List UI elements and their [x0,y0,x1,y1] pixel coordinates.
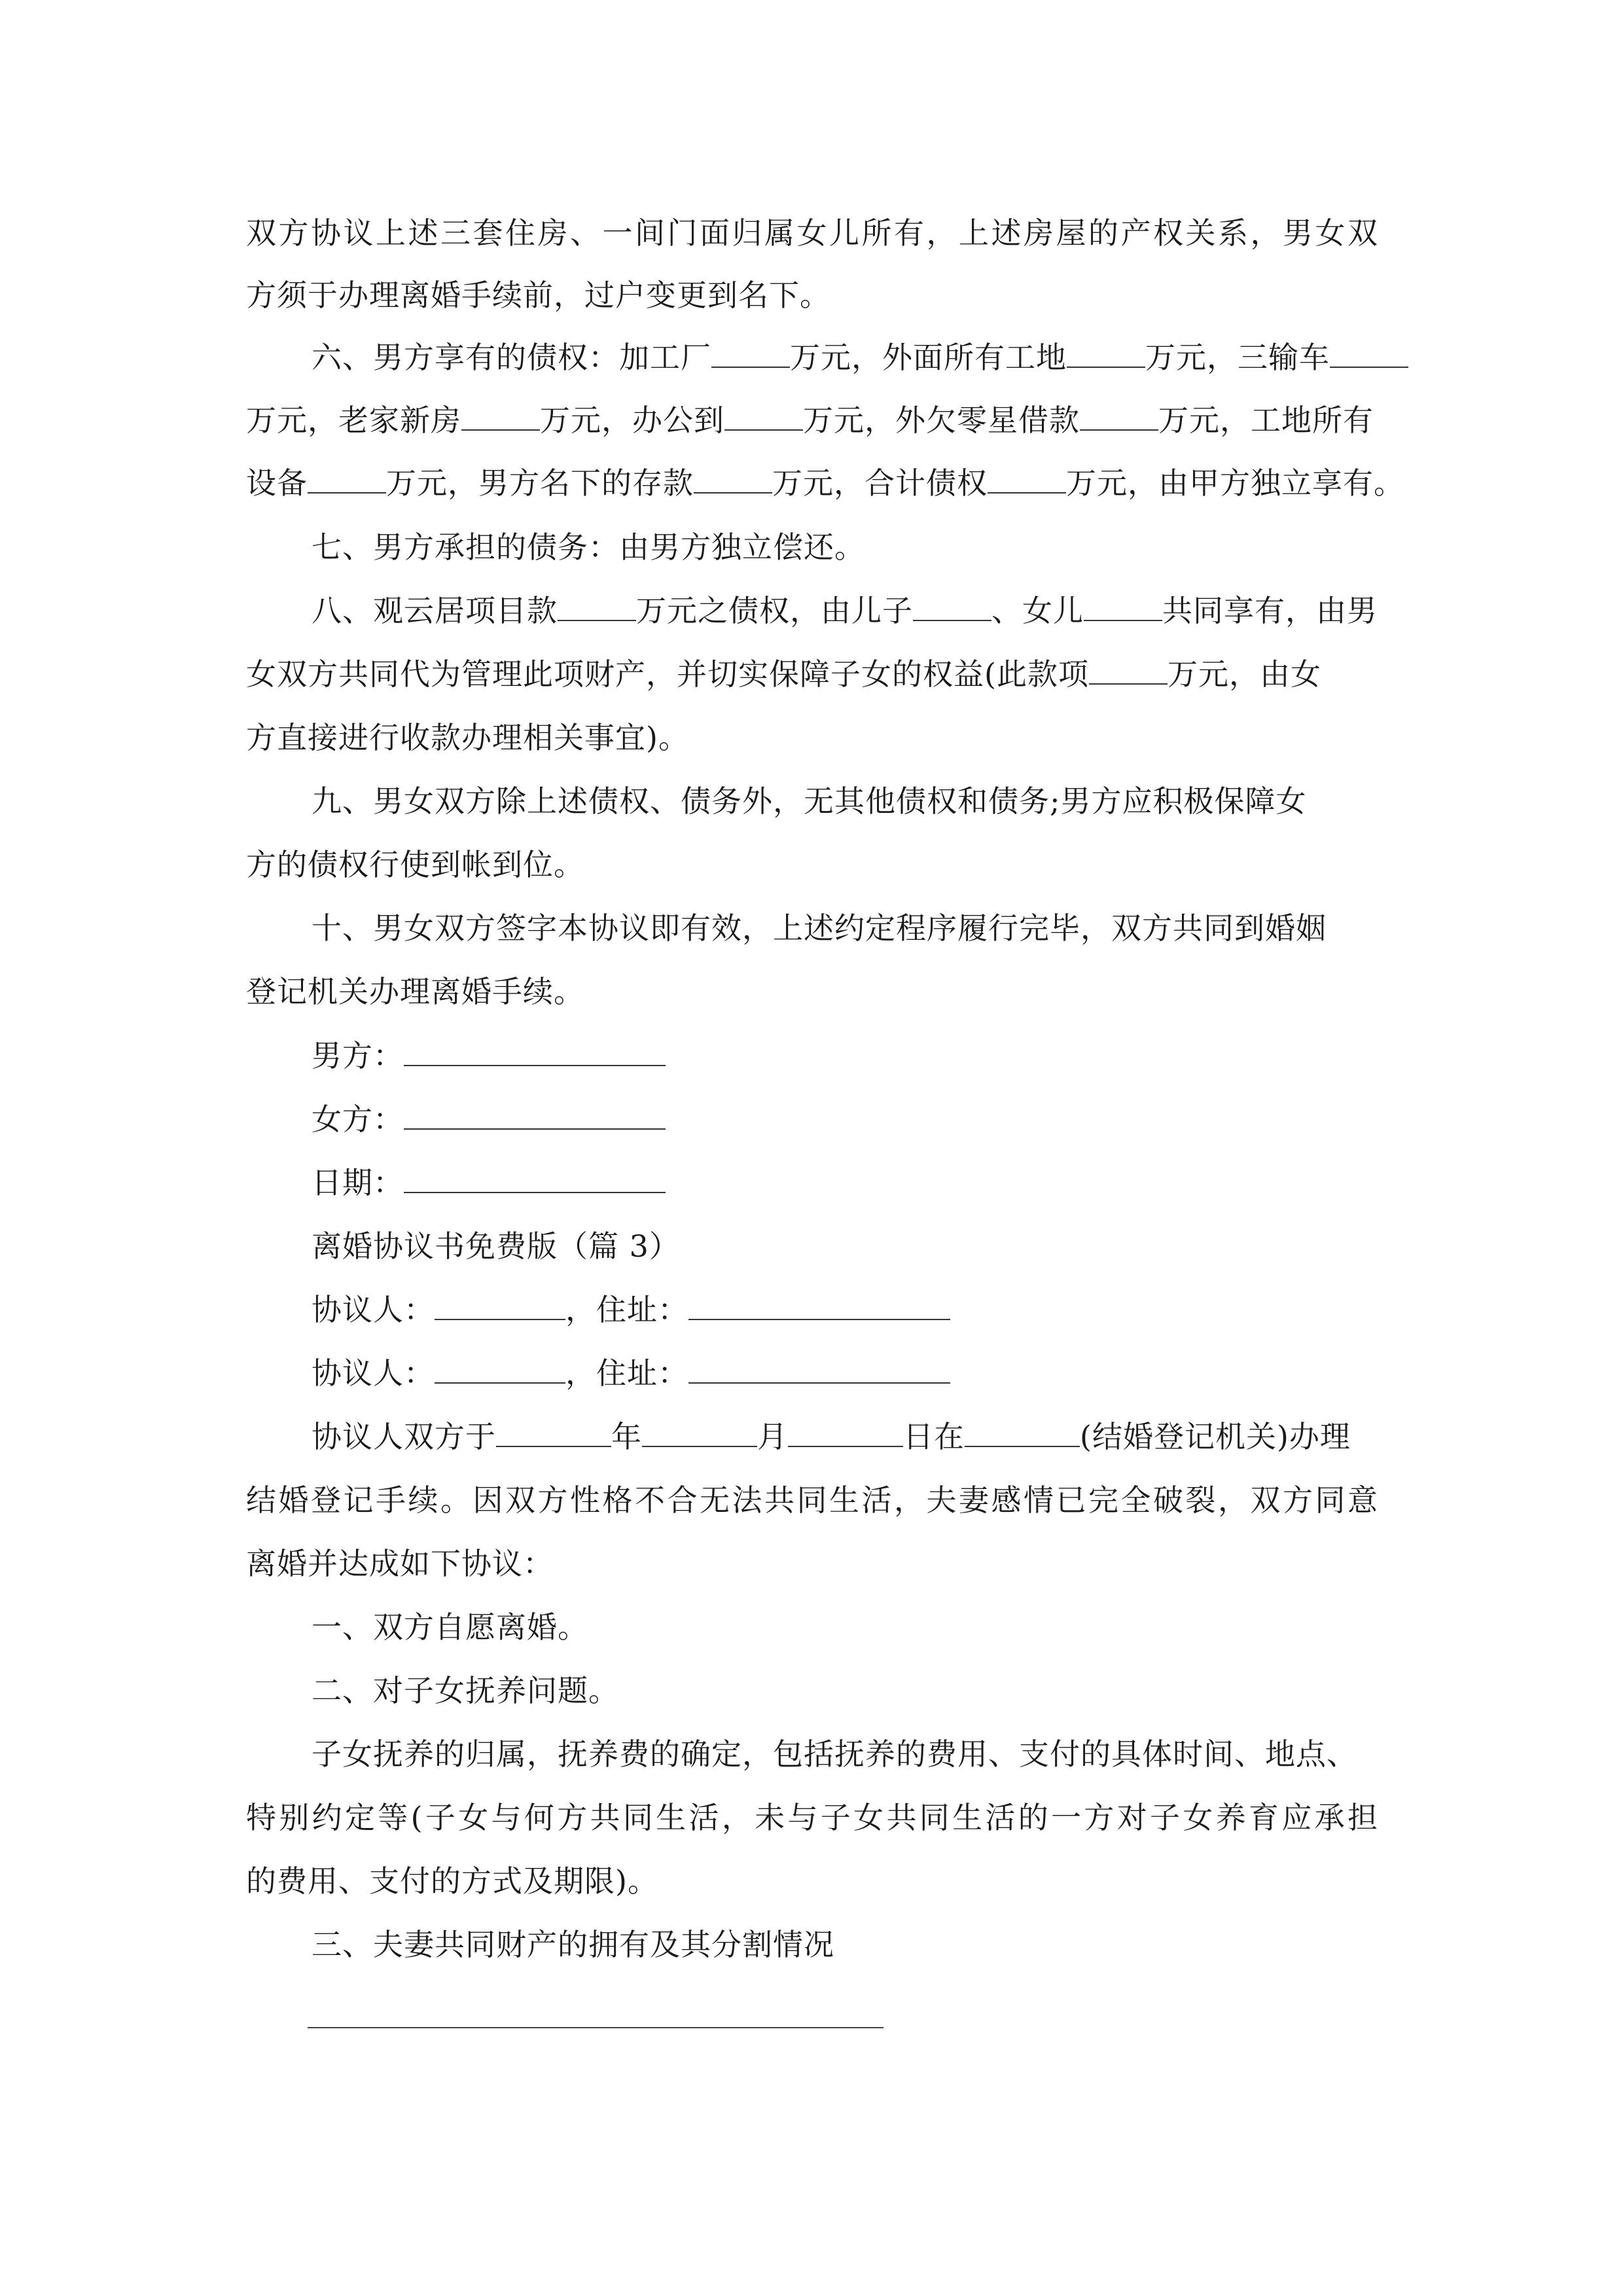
marriage-registration-line-3: 离婚并达成如下协议： [246,1546,554,1581]
custody-line-1: 子女抚养的归属，抚养费的确定，包括抚养的费用、支付的具体时间、地点、 [312,1736,1357,1772]
signature-female: 女方： [312,1100,1444,1139]
clause-7: 七、男方承担的债务：由男方独立偿还。 [312,529,865,565]
item-2: 二、对子女抚养问题。 [312,1673,619,1708]
clause-8-line-2: 女双方共同代为管理此项财产，并切实保障子女的权益(此款项 万元，由女 [246,655,1378,694]
blank-field[interactable] [1330,338,1408,368]
custody-line-2: 特别约定等(子女与何方共同生活，未与子女共同生活的一方对子女养育应承担 [246,1800,1378,1835]
clause-10-line-1: 十、男女双方签字本协议即有效，上述约定程序履行完毕，双方共同到婚姻 [312,910,1327,946]
day-field[interactable] [788,1417,903,1447]
item-1: 一、双方自愿离婚。 [312,1609,588,1645]
month-field[interactable] [642,1417,757,1447]
clause-9-line-2: 方的债权行使到帐到位。 [246,847,584,882]
blank-field[interactable] [711,338,790,368]
address-field[interactable] [688,1354,950,1384]
address-field[interactable] [688,1290,950,1320]
clause-8-line-1: 八、观云居项目款 万元之债权，由儿子 、女儿 共同享有，由男 [312,591,1444,630]
blank-field[interactable] [988,463,1066,493]
blank-field[interactable] [308,463,386,493]
paragraph-line: 方须于办理离婚手续前，过户变更到名下。 [246,278,830,313]
blank-field[interactable] [913,591,991,621]
footer-divider [308,2027,883,2028]
signature-date: 日期： [312,1163,1444,1202]
party-name-field[interactable] [435,1290,565,1320]
paragraph-line: 双方协议上述三套住房、一间门面归属女儿所有，上述房屋的产权关系，男女双 [246,215,1378,251]
clause-9-line-1: 九、男女双方除上述债权、债务外，无其他债权和债务;男方应积极保障女 [312,783,1307,819]
marriage-registration-line-2: 结婚登记手续。因双方性格不合无法共同生活，夫妻感情已完全破裂，双方同意 [246,1482,1378,1518]
section-title: 离婚协议书免费版（篇 3） [312,1229,680,1264]
clause-6-line-2: 万元，老家新房 万元，办公到 万元，外欠零星借款 万元，工地所有 [246,401,1378,440]
marriage-registration-line-1: 协议人双方于 年 月 日在 (结婚登记机关)办理 [312,1417,1444,1456]
blank-field[interactable] [724,401,803,431]
custody-line-3: 的费用、支付的方式及期限)。 [246,1863,658,1899]
blank-field[interactable] [1067,338,1145,368]
blank-field[interactable] [1084,591,1162,621]
blank-field[interactable] [1080,401,1158,431]
clause-6-line-1: 六、男方享有的债权：加工厂 万元，外面所有工地 万元，三输车 [312,338,1444,377]
party-name-field[interactable] [435,1354,565,1384]
item-3: 三、夫妻共同财产的拥有及其分割情况 [312,1927,834,1962]
party-line-1: 协议人： ，住址： [312,1290,1444,1329]
year-field[interactable] [496,1417,611,1447]
blank-field[interactable] [1089,655,1168,685]
clause-6-line-3: 设备 万元，男方名下的存款 万元，合计债权 万元，由甲方独立享有。 [246,463,1378,503]
blank-field[interactable] [694,463,772,493]
date-field[interactable] [404,1163,666,1193]
signature-field-female[interactable] [404,1100,666,1130]
clause-8-line-3: 方直接进行收款办理相关事宜)。 [246,720,689,755]
clause-10-line-2: 登记机关办理离婚手续。 [246,974,584,1009]
party-line-2: 协议人： ，住址： [312,1354,1444,1393]
signature-male: 男方： [312,1036,1444,1075]
signature-field-male[interactable] [404,1036,666,1066]
blank-field[interactable] [558,591,636,621]
blank-field[interactable] [461,401,540,431]
registry-field[interactable] [965,1417,1080,1447]
